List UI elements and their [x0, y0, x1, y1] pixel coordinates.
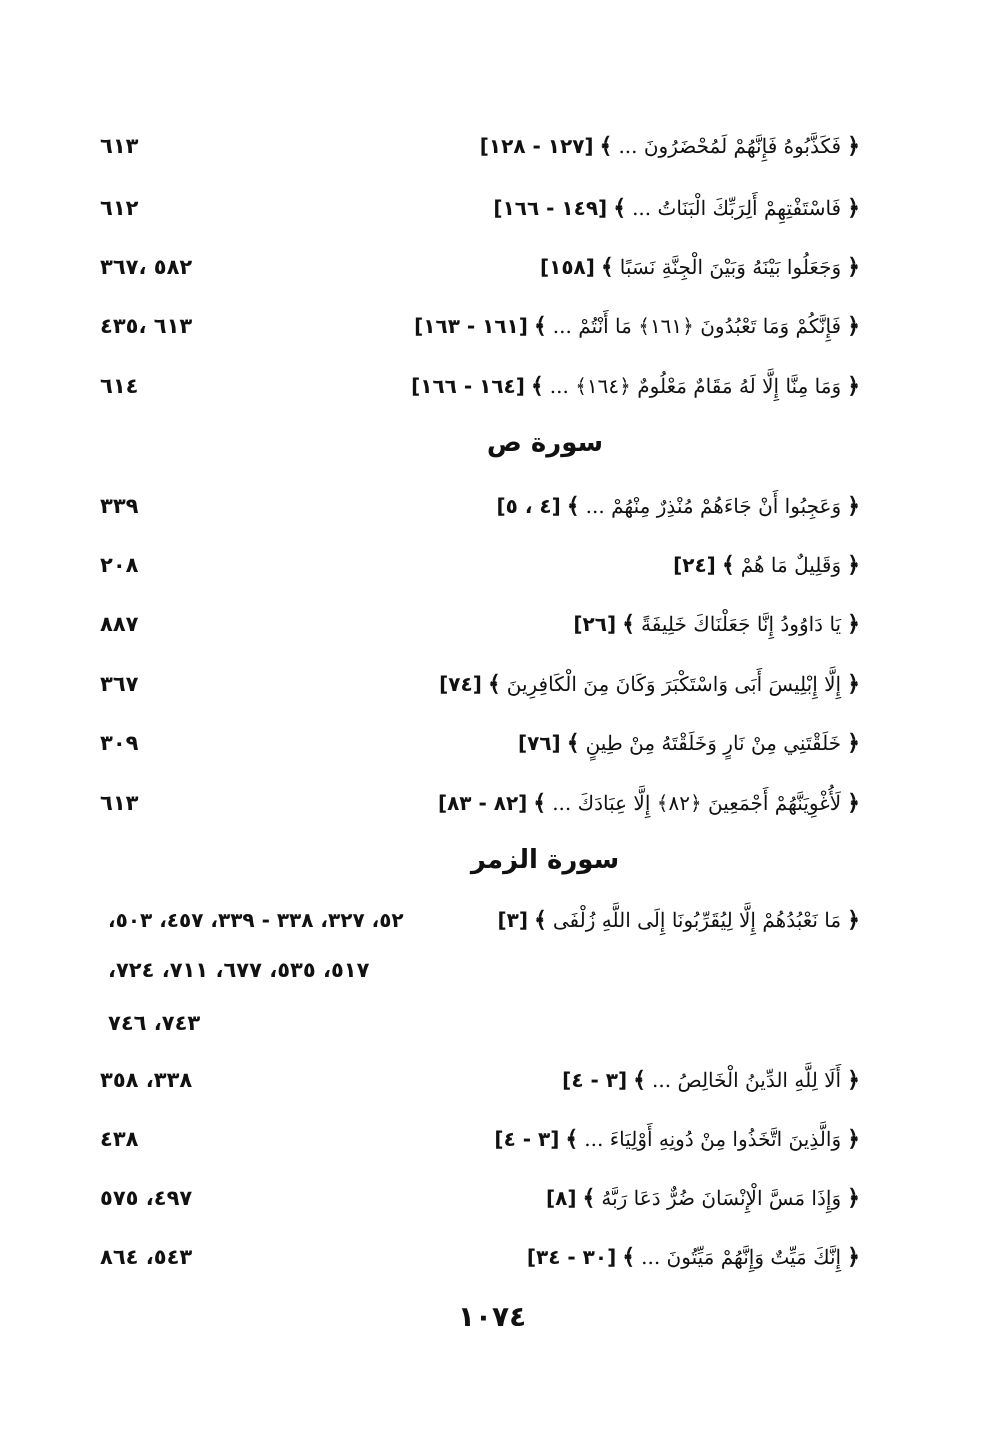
- verse-entry: [562, 1068, 860, 1093]
- ornament-open: ﴿: [847, 1126, 860, 1152]
- ornament-close: ﴾: [582, 1185, 596, 1211]
- ornament-open: ﴿: [847, 313, 860, 339]
- verse-text: إِلَّا إِبْلِيسَ أَبَى وَاسْتَكْبَرَ وَكَانَ مِنَ الْكَافِرِينَ: [506, 672, 842, 696]
- verse-text: يَا دَاوُودُ إِنَّا جَعَلْنَاكَ خَلِيفَةً: [641, 612, 842, 636]
- verse-text: فَإِنَّكُمْ وَمَا تَعْبُدُونَ ﴿١٦١﴾ مَا أَنْتُمْ ...: [552, 314, 842, 338]
- index-row: [100, 186, 860, 230]
- verse-entry: [527, 1245, 860, 1270]
- ornament-open: ﴿: [847, 552, 860, 578]
- verse-text: وَمَا مِنَّا إِلَّا لَهُ مَقَامٌ مَعْلُومٌ ﴿١٦٤﴾ ...: [549, 374, 842, 398]
- ornament-open: ﴿: [847, 133, 860, 159]
- page-references: ٣٣٨، ٣٥٨: [100, 1068, 193, 1092]
- index-row: [100, 1117, 860, 1161]
- page-references: ٦١٣ ،٤٣٥: [100, 314, 193, 338]
- ornament-open: ﴿: [847, 493, 860, 519]
- ornament-open: ﴿: [847, 254, 860, 280]
- index-row: [100, 304, 860, 348]
- verse-number: [١٦٤ - ١٦٦]: [411, 374, 525, 398]
- page-references: ٣٠٩: [100, 731, 139, 755]
- verse-text: فَاسْتَفْتِهِمْ أَلِرَبِّكَ الْبَنَاتُ ...: [632, 196, 842, 220]
- ornament-open: ﴿: [847, 671, 860, 697]
- verse-text: وَقَلِيلٌ مَا هُمْ: [740, 553, 842, 577]
- verse-number: [٨]: [545, 1186, 577, 1210]
- verse-number: [٣ - ٤]: [494, 1127, 560, 1151]
- verse-entry: [494, 1127, 860, 1152]
- ornament-close: ﴾: [533, 790, 547, 816]
- page-number: ١٠٧٤: [457, 1300, 527, 1333]
- ornament-close: ﴾: [530, 373, 544, 399]
- index-row: [100, 543, 860, 587]
- verse-entry: [480, 134, 860, 159]
- index-row: [100, 245, 860, 289]
- page-references: ٨٨٧: [100, 612, 139, 636]
- index-row: [100, 1176, 860, 1220]
- ornament-open: ﴿: [847, 907, 860, 933]
- verse-text: مَا نَعْبُدُهُمْ إِلَّا لِيُقَرِّبُونَا إِلَى اللَّهِ زُلْفَى: [552, 908, 842, 932]
- verse-entry: [411, 374, 860, 399]
- page-references: ٦١٣: [100, 791, 139, 815]
- verse-number: [١٢٧ - ١٢٨]: [479, 134, 594, 158]
- ornament-close: ﴾: [599, 133, 613, 159]
- index-row: [100, 124, 860, 168]
- ornament-close: ﴾: [600, 254, 614, 280]
- verse-number: [٢٦]: [573, 612, 617, 636]
- verse-number: [١٥٨]: [540, 255, 595, 279]
- ornament-close: ﴾: [566, 730, 580, 756]
- verse-entry: [493, 196, 860, 221]
- ornament-open: ﴿: [847, 730, 860, 756]
- verse-text: إِنَّكَ مَيِّتٌ وَإِنَّهُمْ مَيِّتُونَ ...: [641, 1245, 842, 1269]
- ornament-close: ﴾: [566, 493, 580, 519]
- verse-number: [٤ ، ٥]: [496, 494, 561, 518]
- ornament-close: ﴾: [533, 313, 547, 339]
- verse-number: [٨٢ - ٨٣]: [437, 791, 528, 815]
- verse-entry: [438, 791, 860, 816]
- page-references: ٥٤٣، ٨٦٤: [100, 1245, 193, 1269]
- ornament-open: ﴿: [847, 611, 860, 637]
- page-references: ٦١٣: [100, 134, 139, 158]
- verse-entry: [546, 1186, 860, 1211]
- index-row: [108, 898, 860, 942]
- page-references: ٦١٢: [100, 196, 139, 220]
- verse-number: [٣٠ - ٣٤]: [526, 1245, 617, 1269]
- ornament-close: ﴾: [633, 1067, 647, 1093]
- verse-text: خَلَقْتَنِي مِنْ نَارٍ وَخَلَقْتَهُ مِنْ طِينٍ: [585, 731, 842, 755]
- page-references: ٥٢، ٣٢٧، ٣٣٨ - ٣٣٩، ٤٥٧، ٥٠٣،: [108, 908, 404, 932]
- verse-text: فَكَذَّبُوهُ فَإِنَّهُمْ لَمُحْضَرُونَ ...: [618, 134, 842, 158]
- ornament-close: ﴾: [487, 671, 501, 697]
- page-references: ٤٩٧، ٥٧٥: [100, 1186, 193, 1210]
- page-references: ٦١٤: [100, 374, 139, 398]
- ornament-open: ﴿: [847, 1244, 860, 1270]
- page-references: ٥٨٢ ،٣٦٧: [100, 255, 193, 279]
- page-references-continued: ٧٤٣، ٧٤٦: [108, 1011, 201, 1035]
- index-row: [100, 1058, 860, 1102]
- verse-text: وَعَجِبُوا أَنْ جَاءَهُمْ مُنْذِرٌ مِنْهُمْ ...: [585, 494, 842, 518]
- page-references: ٣٦٧: [100, 672, 139, 696]
- page-references: ٤٣٨: [100, 1127, 139, 1151]
- index-row: [100, 721, 860, 765]
- ornament-open: ﴿: [847, 790, 860, 816]
- verse-entry: [573, 612, 860, 637]
- surah-heading-zumar: سورة الزمر: [470, 845, 620, 875]
- verse-entry: [518, 731, 860, 756]
- ornament-close: ﴾: [622, 1244, 636, 1270]
- verse-text: وَإِذَا مَسَّ الْإِنْسَانَ ضُرٌّ دَعَا رَبَّهُ: [601, 1186, 842, 1210]
- verse-number: [٢٤]: [673, 553, 716, 577]
- ornament-close: ﴾: [721, 552, 735, 578]
- verse-number: [٧٤]: [439, 672, 482, 696]
- verse-text: أَلَا لِلَّهِ الدِّينُ الْخَالِصُ ...: [652, 1068, 842, 1092]
- index-row: [100, 1235, 860, 1279]
- verse-entry: [540, 255, 860, 280]
- verse-entry: [673, 553, 860, 578]
- ornament-open: ﴿: [847, 1185, 860, 1211]
- verse-number: [٧٦]: [517, 731, 561, 755]
- index-row: [100, 781, 860, 825]
- verse-number: [١٤٩ - ١٦٦]: [493, 196, 608, 220]
- index-row: [100, 364, 860, 408]
- verse-entry: [497, 494, 860, 519]
- verse-text: لَأُغْوِيَنَّهُمْ أَجْمَعِينَ ﴿٨٢﴾ إِلَّا عِبَادَكَ ...: [552, 791, 842, 815]
- verse-entry: [439, 672, 860, 697]
- page-references: ٣٣٩: [100, 494, 139, 518]
- verse-text: وَجَعَلُوا بَيْنَهُ وَبَيْنَ الْجِنَّةِ نَسَبًا: [619, 255, 842, 279]
- ornament-close: ﴾: [613, 195, 627, 221]
- verse-number: [١٦١ - ١٦٣]: [414, 314, 528, 338]
- ornament-open: ﴿: [847, 195, 860, 221]
- verse-text: وَالَّذِينَ اتَّخَذُوا مِنْ دُونِهِ أَوْلِيَاءَ ...: [584, 1127, 842, 1151]
- verse-entry: [498, 908, 861, 933]
- ornament-close: ﴾: [534, 907, 547, 933]
- verse-entry: [414, 314, 860, 339]
- verse-number: [٣]: [497, 908, 528, 932]
- ornament-open: ﴿: [847, 1067, 860, 1093]
- verse-number: [٣ - ٤]: [562, 1068, 628, 1092]
- page-references: ٢٠٨: [100, 553, 139, 577]
- surah-heading-sad: سورة ص: [486, 428, 604, 458]
- index-row: [100, 602, 860, 646]
- ornament-open: ﴿: [847, 373, 860, 399]
- index-row: [100, 662, 860, 706]
- index-row: [100, 484, 860, 528]
- page-references-continued: ٥١٧، ٥٣٥، ٦٧٧، ٧١١، ٧٢٤،: [108, 958, 370, 982]
- ornament-close: ﴾: [622, 611, 635, 637]
- ornament-close: ﴾: [565, 1126, 579, 1152]
